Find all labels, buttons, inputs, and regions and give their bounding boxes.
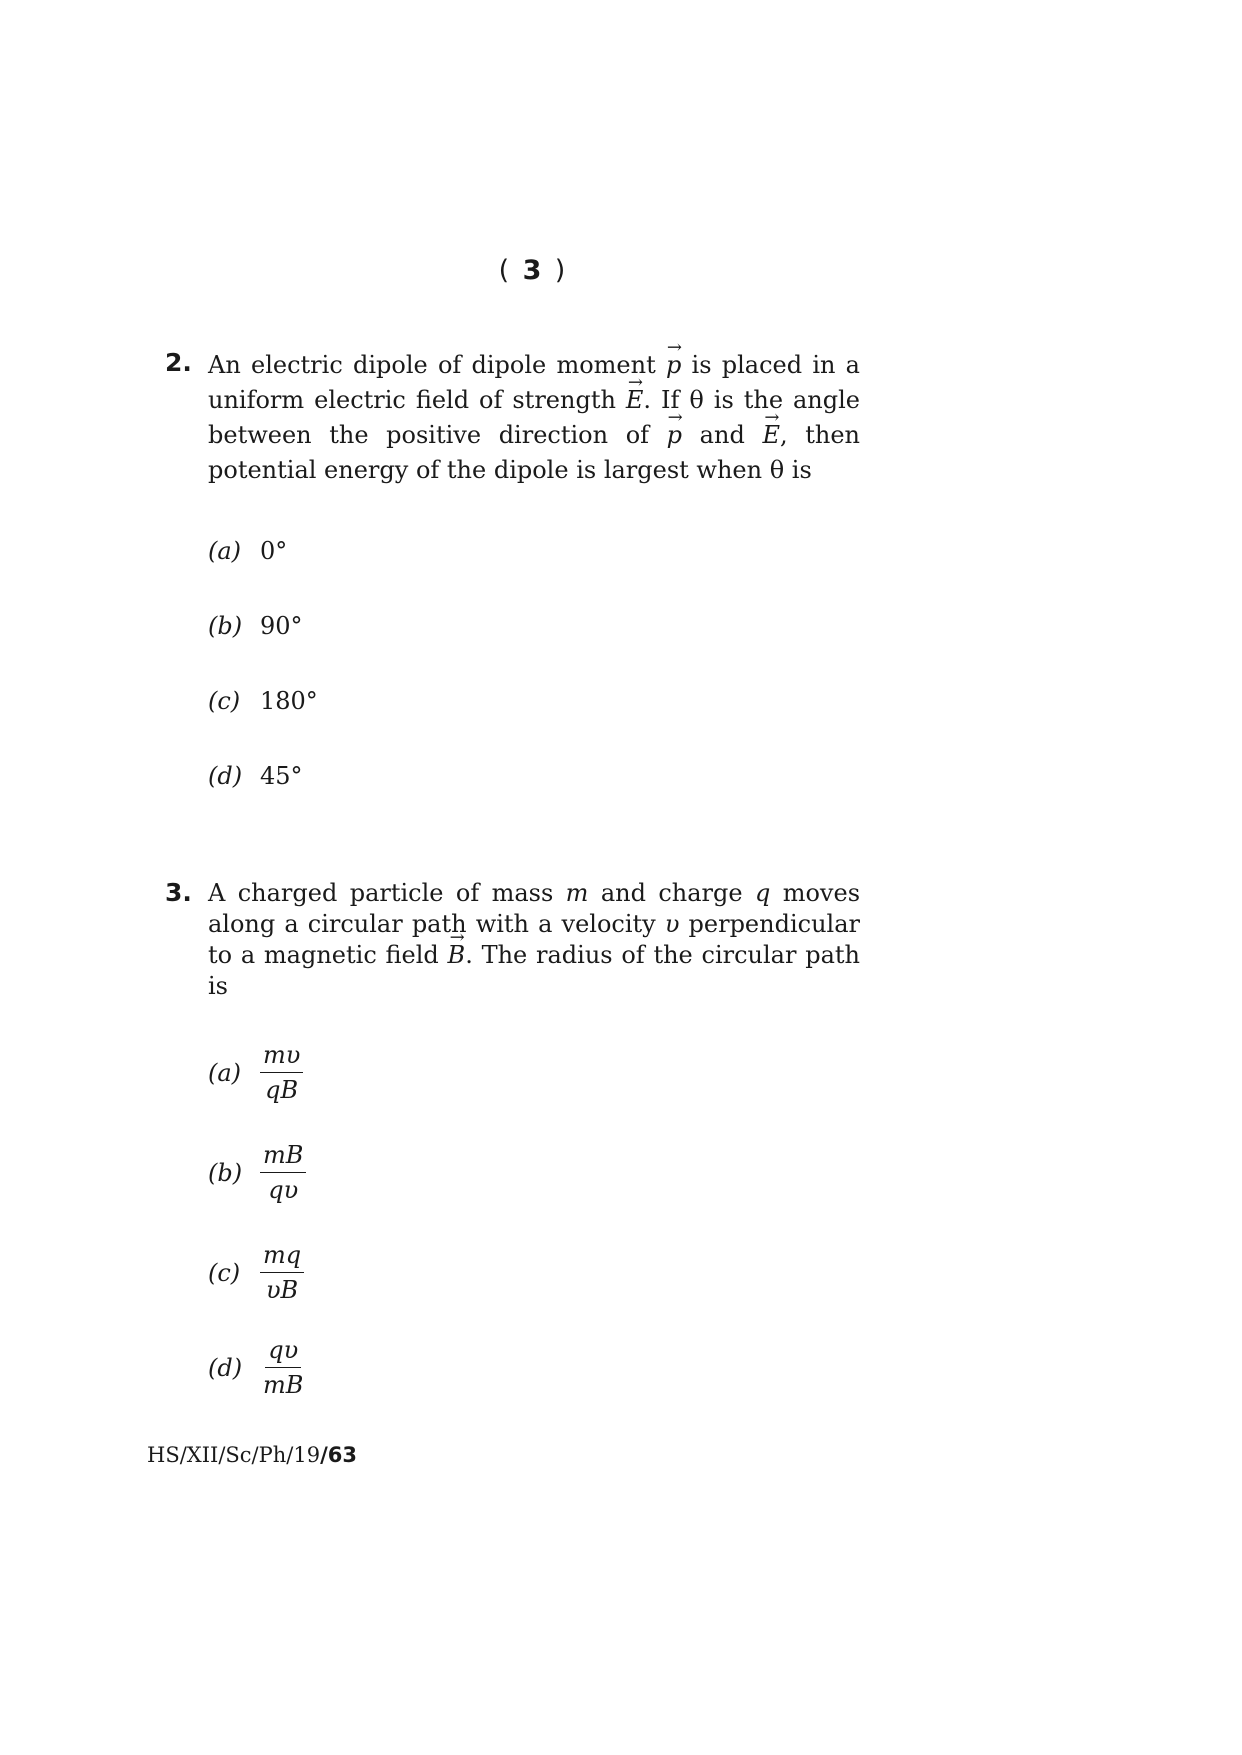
question-3 — [165, 878, 860, 1002]
option-label: (a) — [208, 537, 242, 565]
text-segment: . The radius of the circular path is — [208, 941, 860, 1000]
page-number-value: 3 — [522, 255, 544, 286]
numerator: mυ — [260, 1040, 303, 1073]
var-v: υ — [664, 910, 680, 938]
option-3b — [208, 1140, 306, 1205]
vector-b: → B — [448, 940, 466, 971]
denominator: mB — [263, 1371, 304, 1399]
page-number-open: ( — [498, 255, 512, 286]
option-label: (d) — [208, 762, 243, 790]
numerator: qυ — [265, 1335, 301, 1368]
option-2a — [208, 537, 287, 565]
option-label: (a) — [208, 1058, 242, 1087]
option-label: (c) — [208, 1258, 241, 1287]
option-3d — [208, 1335, 306, 1400]
denominator: υB — [265, 1276, 299, 1304]
option-value: 0° — [260, 537, 288, 565]
option-value: 45° — [260, 762, 303, 790]
text-segment: An electric dipole of dipole moment — [208, 351, 666, 379]
text-segment: A charged particle of mass — [208, 879, 566, 907]
text-segment: perpendicular to a magnetic field — [208, 910, 860, 969]
text-segment: . If θ is the angle between the positive direction of — [208, 386, 861, 449]
page-number-close: ) — [554, 255, 568, 286]
vector-p: → p — [666, 348, 681, 383]
fraction — [260, 1040, 303, 1105]
vector-e: → E — [762, 418, 780, 453]
fraction — [260, 1240, 304, 1305]
option-2b — [208, 612, 303, 640]
text-segment: moves along a circular path with a velocity — [208, 879, 861, 938]
text-segment: , then potential energy of the dipole is largest when θ is — [208, 421, 860, 484]
option-2d — [208, 762, 303, 790]
option-2c — [208, 687, 318, 715]
option-label: (c) — [208, 687, 241, 715]
question-text — [208, 878, 860, 1002]
numerator: mq — [260, 1240, 304, 1273]
footer-code — [147, 1443, 357, 1467]
option-label: (b) — [208, 1158, 243, 1187]
text-segment: and — [682, 421, 763, 449]
denominator: qB — [265, 1076, 299, 1104]
fraction — [260, 1335, 306, 1400]
option-value: 180° — [260, 687, 318, 715]
question-text — [208, 348, 860, 488]
var-m: m — [565, 879, 589, 907]
question-number: 3. — [165, 878, 192, 907]
vector-e: → E — [626, 383, 644, 418]
option-3c — [208, 1240, 304, 1305]
footer-code-text: HS/XII/Sc/Ph/19 — [147, 1443, 321, 1467]
footer-code-suffix: /63 — [320, 1443, 357, 1467]
text-segment: is placed in a uniform electric field of strength — [208, 351, 860, 414]
text-segment: and charge — [588, 879, 755, 907]
option-label: (b) — [208, 612, 243, 640]
numerator: mB — [260, 1140, 306, 1173]
var-q: q — [754, 879, 771, 907]
vector-p: → p — [667, 418, 682, 453]
question-2 — [165, 348, 860, 488]
option-label: (d) — [208, 1353, 243, 1382]
option-value: 90° — [260, 612, 303, 640]
option-3a — [208, 1040, 303, 1105]
fraction — [260, 1140, 306, 1205]
question-number: 2. — [165, 348, 192, 377]
page-number — [0, 255, 1066, 286]
denominator: qυ — [268, 1176, 299, 1204]
